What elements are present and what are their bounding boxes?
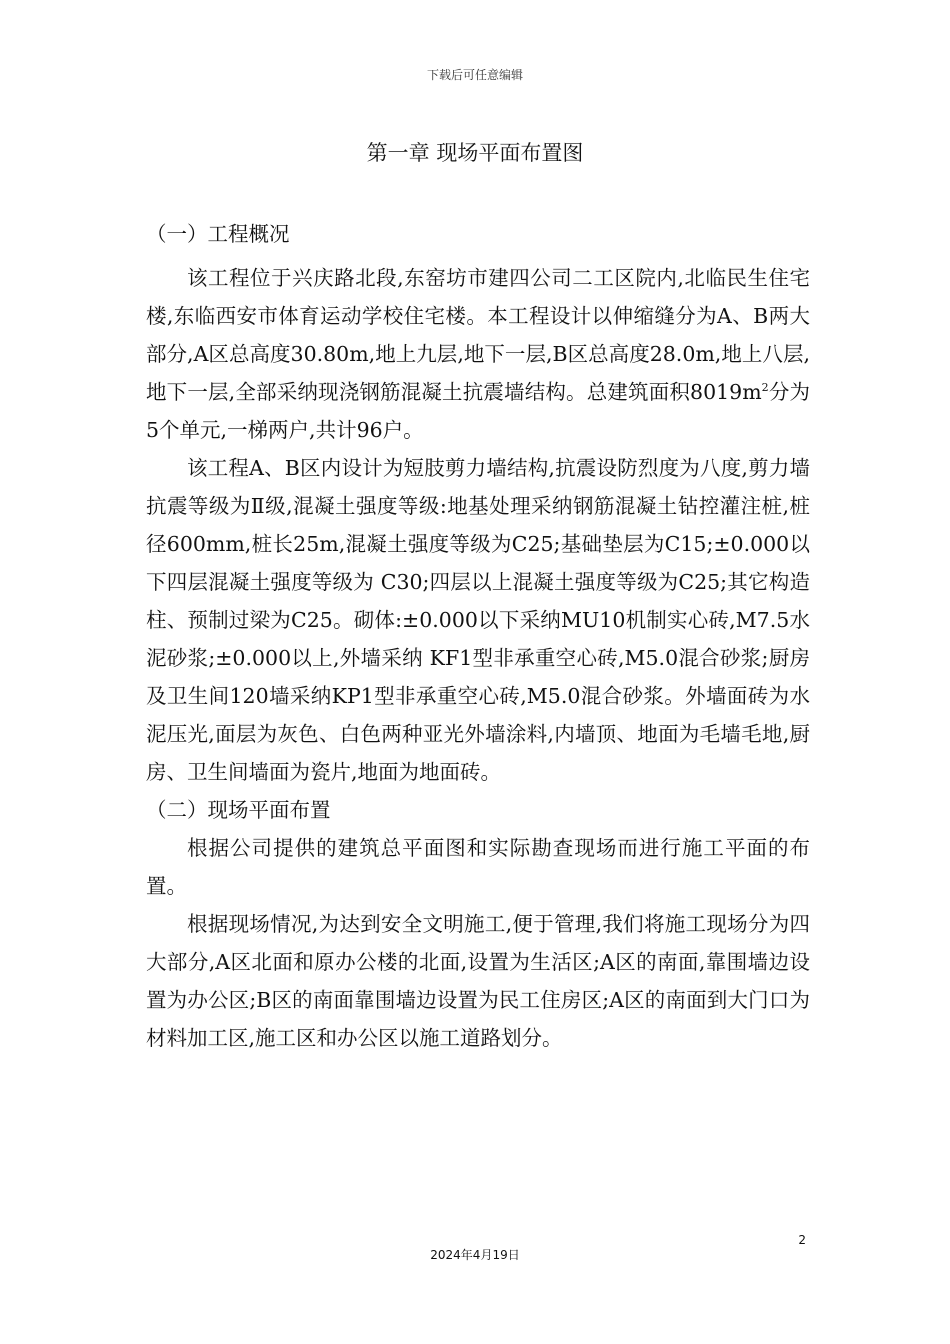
paragraph — [146, 259, 810, 449]
page-number: 2 — [798, 1233, 806, 1247]
section-heading: （二）现场平面布置 — [146, 798, 331, 822]
superscript: 2 — [761, 381, 769, 395]
paragraph: 根据现场情况,为达到安全文明施工,便于管理,我们将施工现场分为四大部分,A区北面和原办公楼的北面,设置为生活区;A区的南面,靠围墙边设置为办公区;B区的南面靠围墙边设置为民工住房区;A区的南面到大门口为材料加工区,施工区和办公区以施工道路划分。 — [146, 912, 810, 1050]
section-heading: （一）工程概况 — [146, 222, 290, 246]
page-footer-date: 2024年4月19日 — [430, 1248, 520, 1262]
chapter-title: 第一章 现场平面布置图 — [366, 141, 584, 165]
page-header: 下载后可任意编辑 — [426, 68, 523, 82]
paragraph: 该工程A、B区内设计为短肢剪力墙结构,抗震设防烈度为八度,剪力墙抗震等级为Ⅱ级,混凝土强度等级:地基处理采纳钢筋混凝土钻控灌注桩,桩径600mm,桩长25m,混凝土强度等级为C25;基础垫层为C15;±0.000以下四层混凝土强度等级为 C30;四层以上混凝土强度等级为C25;其它构造柱、预制过梁为C25。砌体:±0.000以下采纳MU10机制实心砖,M7.5水泥砂浆;±0.000以上,外墙采纳 KF1型非承重空心砖,M5.0混合砂浆;厨房及卫生间120墙采纳KP1型非承重空心砖,M5.0混合砂浆。外墙面砖为水泥压光,面层为灰色、白色两种亚光外墙涂料,内墙顶、地面为毛墙毛地,厨房、卫生间墙面为瓷片,地面为地面砖。 — [146, 456, 810, 784]
area-text: 总建筑面积8019m — [586, 380, 762, 404]
area-text-rest: 分为5个单元,一梯两户,共计96户。 — [146, 380, 810, 442]
document-body — [146, 215, 810, 1057]
paragraph-text: 该工程位于兴庆路北段,东窑坊市建四公司二工区院内,北临民生住宅楼,东临西安市体育运动学校住宅楼。本工程设计以伸缩缝分为A、B两大部分,A区总高度30.80m,地上九层,地下一层,B区总高度28.0m,地上八层,地下一层,全部采纳现浇钢筋混凝土抗震墙结构。 — [146, 266, 810, 404]
paragraph: 根据公司提供的建筑总平面图和实际勘查现场而进行施工平面的布置。 — [146, 836, 810, 898]
